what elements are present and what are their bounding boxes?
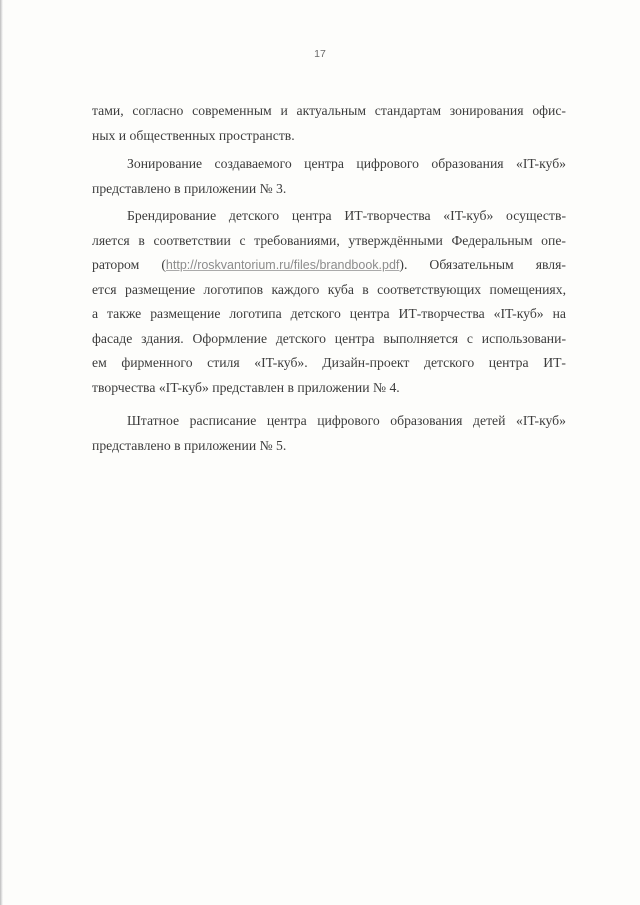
text-line: творчества «IT-куб» представлен в приложении № 4.	[92, 379, 400, 395]
scan-edge	[0, 0, 3, 905]
brandbook-link[interactable]: http://roskvantorium.ru/files/brandbook.pdf	[165, 258, 400, 272]
text-line-with-link	[92, 253, 566, 278]
text-line: Штатное расписание центра цифрового образования детей «IT-куб»	[127, 413, 566, 428]
text-line: фасаде здания. Оформление детского центра выполняется с использовани-	[92, 330, 566, 346]
text-line: ем фирменного стиля «IT-куб». Дизайн-проект детского центра ИТ-	[92, 355, 566, 370]
text-segment: ). Обязательным явля-	[399, 257, 566, 272]
page-number: 17	[314, 48, 326, 60]
text-line: Зонирование создаваемого центра цифрового образования «IT-куб»	[127, 156, 566, 171]
text-segment: ратором (	[92, 257, 166, 272]
paragraph-1	[92, 99, 566, 148]
text-line: ется размещение логотипов каждого куба в соответствующих помещениях,	[92, 281, 566, 297]
paragraph-3	[92, 204, 566, 400]
paragraph-4	[92, 409, 566, 458]
text-line: представлено в приложении № 5.	[92, 437, 287, 453]
text-line: ляется в соответствии с требованиями, утверждёнными Федеральным опе-	[92, 232, 566, 248]
text-line: тами, согласно современным и актуальным стандартам зонирования офис-	[92, 103, 566, 118]
paragraph-2	[92, 152, 566, 201]
text-line: ных и общественных пространств.	[92, 127, 295, 143]
text-line: Брендирование детского центра ИТ-творчества «IT-куб» осуществ-	[127, 208, 566, 223]
text-line: представлено в приложении № 3.	[92, 180, 287, 196]
text-line: а также размещение логотипа детского центра ИТ-творчества «IT-куб» на	[92, 306, 566, 321]
